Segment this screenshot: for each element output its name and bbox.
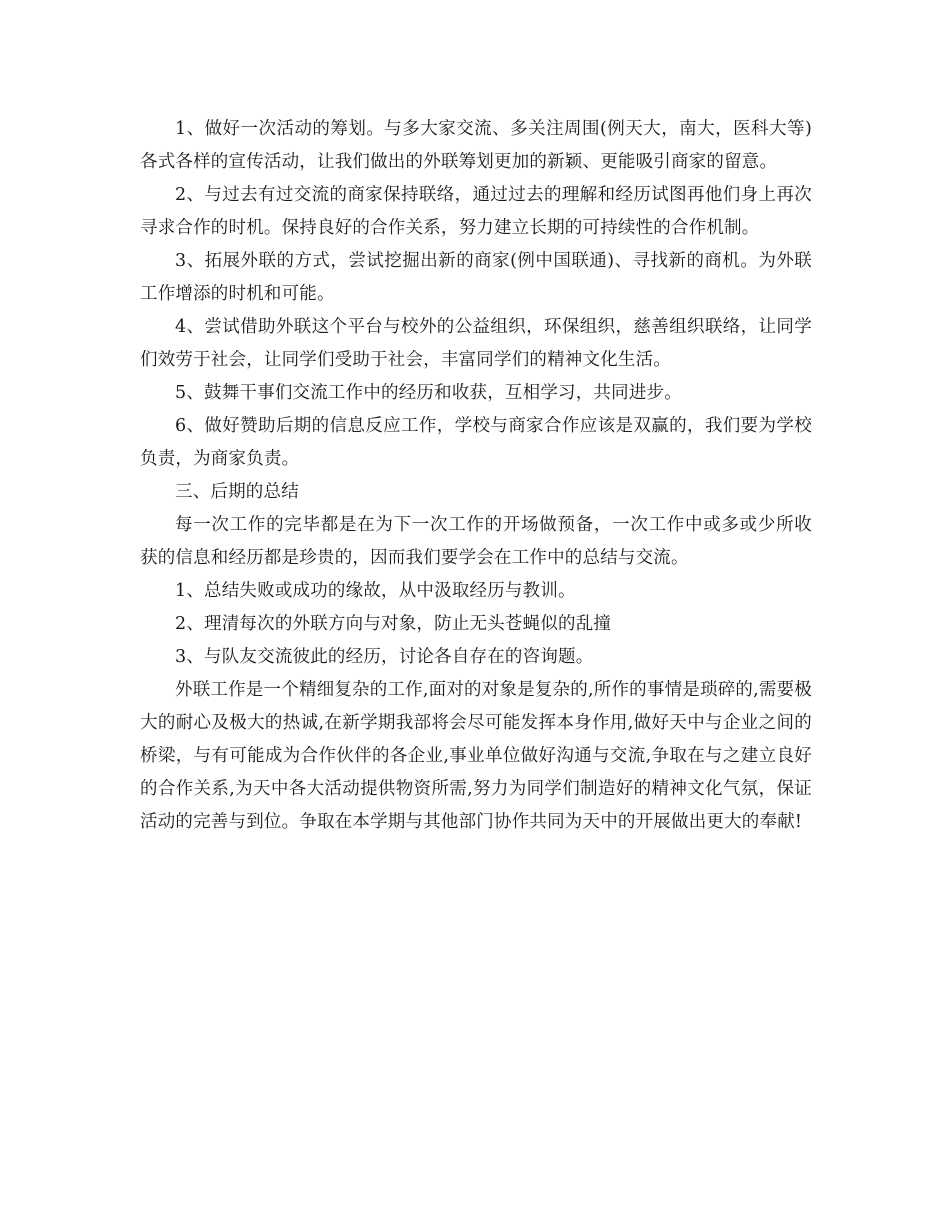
paragraph-item-1: 1、做好一次活动的筹划。与多大家交流、多关注周围(例天大，南大，医科大等)各式各样的宣传活动，让我们做出的外联筹划更加的新颖、更能吸引商家的留意。	[140, 119, 812, 172]
paragraph-item-5: 5、鼓舞干事们交流工作中的经历和收获，互相学习，共同进步。	[175, 383, 682, 403]
paragraph-item-3: 3、拓展外联的方式，尝试挖掘出新的商家(例中国联通)、寻找新的商机。为外联工作增添的时机和可能。	[140, 251, 812, 304]
closing-paragraph: 外联工作是一个精细复杂的工作,面对的对象是复杂的,所作的事情是琐碎的,需要极大的耐心及极大的热诚,在新学期我部将会尽可能发挥本身作用,做好天中与企业之间的桥梁，与有可能成为合作伙伴的各企业,事业单位做好沟通与交流,争取在与之建立良好的合作关系,为天中各大活动提供物资所需,努力为同学们制造好的精神文化气氛，保证活动的完善与到位。争取在本学期与其他部门协作共同为天中的开展做出更大的奉献!	[140, 680, 812, 832]
document-body	[140, 113, 812, 839]
paragraph-item-4: 4、尝试借助外联这个平台与校外的公益组织，环保组织，慈善组织联络，让同学们效劳于社会，让同学们受助于社会，丰富同学们的精神文化生活。	[140, 317, 812, 370]
summary-item-1: 1、总结失败或成功的缘故，从中汲取经历与教训。	[175, 581, 576, 601]
summary-item-3: 3、与队友交流彼此的经历，讨论各自存在的咨询题。	[175, 647, 594, 667]
section-heading: 三、后期的总结	[175, 482, 299, 502]
summary-item-2: 2、理清每次的外联方向与对象，防止无头苍蝇似的乱撞	[175, 614, 612, 634]
paragraph-item-6: 6、做好赞助后期的信息反应工作，学校与商家合作应该是双赢的，我们要为学校负责，为商家负责。	[140, 416, 812, 469]
paragraph-item-2: 2、与过去有过交流的商家保持联络，通过过去的理解和经历试图再他们身上再次寻求合作的时机。保持良好的合作关系，努力建立长期的可持续性的合作机制。	[140, 185, 812, 238]
summary-intro-paragraph: 每一次工作的完毕都是在为下一次工作的开场做预备，一次工作中或多或少所收获的信息和经历都是珍贵的，因而我们要学会在工作中的总结与交流。	[140, 515, 812, 568]
